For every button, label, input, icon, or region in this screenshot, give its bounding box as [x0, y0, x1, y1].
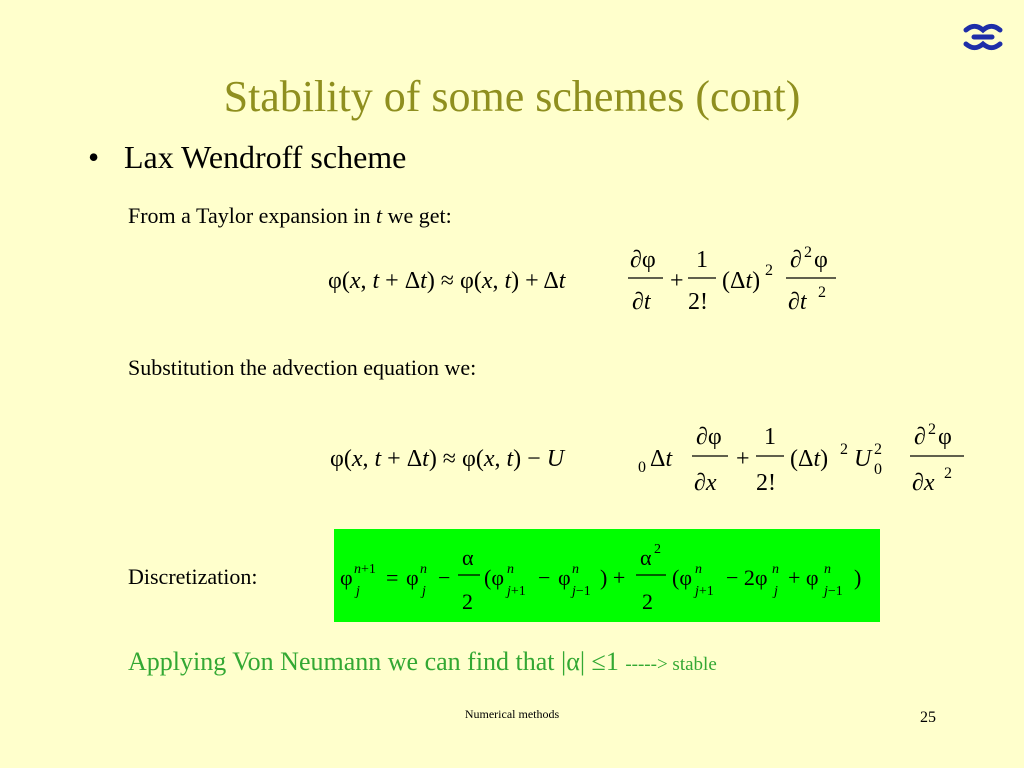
svg-text:j+1: j+1: [507, 584, 526, 599]
svg-text:φ: φ: [814, 247, 828, 273]
svg-text:∂: ∂: [914, 424, 926, 450]
bullet-item: [88, 137, 406, 177]
svg-text:j: j: [422, 584, 426, 599]
svg-text:∂t: ∂t: [788, 289, 807, 315]
svg-text:Δt: Δt: [650, 446, 673, 472]
svg-text:2: 2: [642, 589, 653, 614]
svg-text:φ: φ: [340, 565, 353, 590]
svg-text:(φ: (φ: [484, 565, 505, 590]
svg-text:φ(x, t + Δt) ≈ φ(x, t) + Δt: φ(x, t + Δt) ≈ φ(x, t) + Δt: [328, 268, 566, 294]
ecmwf-logo-icon: [962, 22, 1004, 52]
svg-text:n: n: [507, 562, 514, 577]
discretization-equation: [334, 529, 880, 622]
svg-text:j: j: [356, 584, 360, 599]
svg-text:1: 1: [764, 424, 776, 450]
svg-text:j−1: j−1: [572, 584, 591, 599]
svg-text:2!: 2!: [688, 289, 708, 315]
svg-text:α: α: [640, 545, 652, 570]
svg-text:+ φ: + φ: [788, 565, 819, 590]
svg-text:2: 2: [765, 262, 773, 279]
svg-text:(Δt): (Δt): [790, 446, 829, 472]
svg-text:−: −: [538, 565, 551, 590]
svg-text:∂x: ∂x: [912, 470, 935, 496]
svg-text:n+1: n+1: [354, 562, 376, 577]
footer-text: Numerical methods: [464, 707, 560, 721]
svg-text:0: 0: [874, 461, 882, 478]
svg-text:j+1: j+1: [695, 584, 714, 599]
bullet-text: Lax Wendroff scheme: [124, 139, 407, 175]
svg-text:2: 2: [874, 441, 882, 458]
svg-text:j−1: j−1: [824, 584, 843, 599]
conclusion-text: [128, 645, 717, 682]
intro-text-end: we get:: [382, 203, 452, 228]
svg-text:− 2φ: − 2φ: [726, 565, 768, 590]
svg-text:(φ: (φ: [672, 565, 693, 590]
bullet-dot: •: [88, 139, 100, 175]
svg-text:α: α: [462, 545, 474, 570]
svg-text:+: +: [670, 268, 684, 294]
svg-text:∂φ: ∂φ: [630, 247, 656, 273]
svg-text:∂x: ∂x: [694, 470, 717, 496]
conclusion-arrow: -----> stable: [625, 654, 717, 675]
svg-text:φ: φ: [406, 565, 419, 590]
taylor-equation: [318, 233, 848, 323]
svg-text:∂φ: ∂φ: [696, 424, 722, 450]
svg-text:n: n: [420, 562, 427, 577]
svg-text:j: j: [774, 584, 778, 599]
svg-text:n: n: [695, 562, 702, 577]
svg-text:2: 2: [944, 465, 952, 482]
svg-text:(Δt): (Δt): [722, 268, 761, 294]
svg-text:∂t: ∂t: [632, 289, 651, 315]
svg-text:2: 2: [654, 542, 661, 557]
conclusion-main: Applying Von Neumann we can find that |α| ≤1: [128, 647, 626, 676]
intro-variable: t: [375, 203, 383, 228]
svg-text:n: n: [572, 562, 579, 577]
svg-text:φ(x, t + Δt) ≈ φ(x, t) − U: φ(x, t + Δt) ≈ φ(x, t) − U: [330, 446, 565, 472]
svg-text:U: U: [854, 446, 872, 472]
advection-equation: [318, 414, 978, 509]
svg-text:n: n: [824, 562, 831, 577]
svg-text:) +: ) +: [600, 565, 626, 590]
intro-text-start: From a Taylor expansion in: [128, 203, 371, 228]
svg-text:2: 2: [818, 284, 826, 301]
substitution-text: Substitution the advection equation we:: [128, 355, 477, 380]
intro-text: [128, 202, 452, 230]
svg-text:0: 0: [638, 459, 646, 476]
slide-title: Stability of some schemes (cont): [223, 72, 801, 121]
svg-text:2: 2: [840, 441, 848, 458]
svg-text:n: n: [772, 562, 779, 577]
svg-text:2: 2: [928, 421, 936, 438]
svg-text:+: +: [736, 446, 750, 472]
svg-text:1: 1: [696, 247, 708, 273]
page-number: 25: [920, 709, 936, 726]
discretization-highlight-box: [334, 529, 880, 622]
svg-text:φ: φ: [558, 565, 571, 590]
svg-text:): ): [854, 565, 862, 590]
svg-text:−: −: [438, 565, 451, 590]
svg-text:φ: φ: [938, 424, 952, 450]
svg-text:2: 2: [462, 589, 473, 614]
svg-text:2!: 2!: [756, 470, 776, 496]
discretization-label: Discretization:: [128, 564, 258, 589]
svg-text:=: =: [386, 565, 399, 590]
svg-text:∂: ∂: [790, 247, 802, 273]
svg-text:2: 2: [804, 244, 812, 261]
